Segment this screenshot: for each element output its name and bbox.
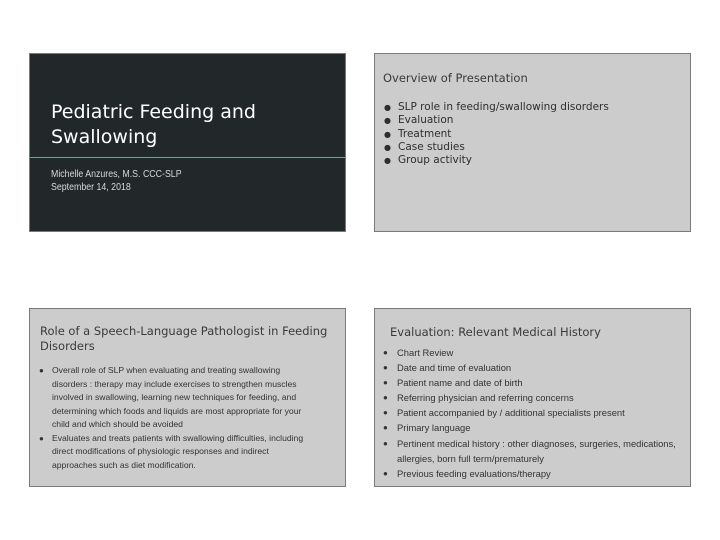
- list-item-text: Patient name and date of birth: [397, 377, 523, 389]
- list-item: [39, 364, 339, 432]
- list-item-text: Chart Review: [397, 347, 454, 358]
- slide-evaluation-history[interactable]: [374, 308, 691, 487]
- list-item: [383, 375, 683, 390]
- list-item: [383, 390, 683, 405]
- bullet-icon: ●: [384, 103, 391, 112]
- list-item-text: Case studies: [398, 140, 465, 153]
- list-item: [383, 466, 683, 481]
- list-item-text: Treatment: [398, 127, 452, 140]
- presentation-title: Pediatric Feeding and Swallowing: [51, 101, 256, 148]
- bullet-list: [383, 345, 683, 481]
- list-item: [384, 101, 609, 114]
- list-item-text: Pertinent medical history : other diagnoses, surgeries, medications, allergies, born full term/prematurely: [397, 437, 676, 464]
- slide-title[interactable]: [29, 53, 346, 232]
- presenter-info: [51, 168, 182, 194]
- bullet-icon: ●: [383, 438, 388, 448]
- slide-overview[interactable]: [374, 53, 691, 232]
- title-divider: [30, 157, 345, 158]
- bullet-icon: ●: [384, 156, 391, 166]
- list-item-text: Patient accompanied by / additional specialists present: [397, 407, 625, 419]
- bullet-icon: ●: [383, 348, 388, 357]
- list-item-text: Date and time of evaluation: [397, 362, 512, 374]
- bullet-icon: ●: [384, 129, 391, 139]
- list-item: [384, 114, 609, 127]
- presentation-date: September 14, 2018: [51, 182, 131, 193]
- list-item: [384, 154, 609, 167]
- list-item: [384, 141, 609, 154]
- bullet-list: [384, 101, 609, 167]
- list-item-text: Previous feeding evaluations/therapy: [397, 467, 551, 479]
- bullet-icon: ●: [383, 423, 388, 433]
- list-item-text: Evaluates and treats patients with swallowing difficulties, including direct modifications of physiologic responses and indirect approaches such as diet modification.: [52, 432, 304, 470]
- bullet-icon: ●: [39, 433, 44, 443]
- list-item: [383, 360, 683, 375]
- presenter-name: Michelle Anzures, M.S. CCC-SLP: [51, 169, 182, 180]
- bullet-icon: ●: [383, 393, 388, 403]
- bullet-icon: ●: [39, 366, 44, 375]
- bullet-list: [39, 364, 339, 472]
- bullet-icon: ●: [383, 363, 388, 373]
- list-item-text: Overall role of SLP when evaluating and treating swallowing disorders : therapy may include exercises to strengthen muscles involved in swallowing, learning new techniques for feeding, and determining which foods and liquids are most appropriate for your child and which should be avoided: [52, 365, 302, 429]
- bullet-icon: ●: [384, 142, 391, 152]
- list-item: [39, 432, 339, 473]
- bullet-icon: ●: [383, 378, 388, 388]
- bullet-icon: ●: [383, 468, 388, 478]
- list-item-text: Referring physician and referring concerns: [397, 392, 574, 404]
- list-item: [384, 128, 609, 141]
- list-item: [383, 345, 683, 360]
- list-item: [383, 420, 683, 435]
- list-item-text: Evaluation: [398, 114, 454, 127]
- slide-heading: Role of a Speech-Language Pathologist in Feeding Disorders: [40, 324, 328, 353]
- list-item-text: SLP role in feeding/swallowing disorders: [398, 101, 609, 113]
- slide-heading: Evaluation: Relevant Medical History: [390, 325, 601, 339]
- slide-slp-role[interactable]: [29, 308, 346, 487]
- bullet-icon: ●: [384, 116, 391, 126]
- bullet-icon: ●: [383, 408, 388, 418]
- list-item: [383, 405, 683, 420]
- list-item: [383, 436, 683, 466]
- slide-heading: Overview of Presentation: [383, 71, 528, 85]
- list-item-text: Primary language: [397, 422, 471, 434]
- list-item-text: Group activity: [398, 154, 473, 167]
